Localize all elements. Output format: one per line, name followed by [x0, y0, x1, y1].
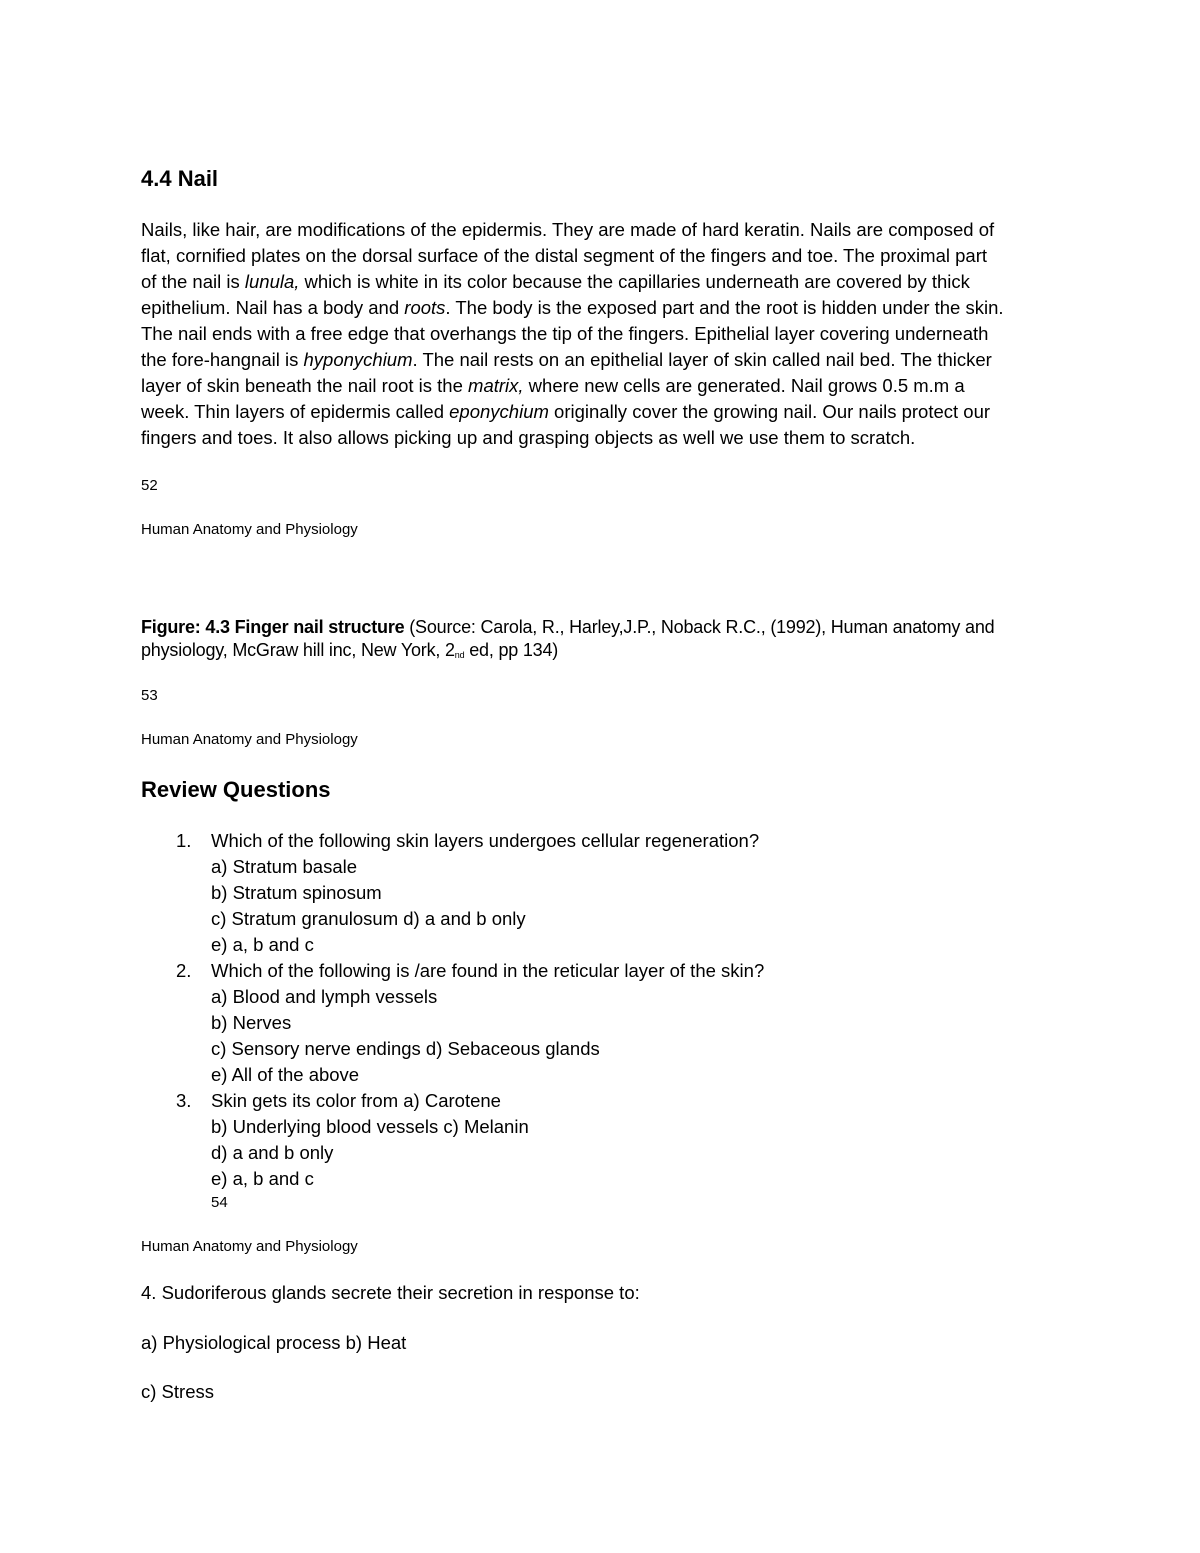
figure-source-line-1: (Source: Carola, R., Harley,J.P., Noback R.C., (1992), Human anatomy and — [404, 617, 995, 637]
question-line: e) a, b and c — [211, 1168, 314, 1189]
nail-paragraph — [141, 217, 1141, 451]
question-line: Which of the following is /are found in the reticular layer of the skin? — [211, 960, 765, 981]
page-number: 52 — [141, 477, 158, 494]
review-title: Review Questions — [141, 777, 331, 802]
question-number: 3. — [176, 1090, 192, 1111]
question-line: e) a, b and c — [211, 934, 314, 955]
question-line: c) Sensory nerve endings d) Sebaceous glands — [211, 1038, 600, 1059]
page-number: 54 — [211, 1194, 228, 1211]
question-line: b) Stratum spinosum — [211, 882, 382, 903]
question-line: a) Stratum basale — [211, 856, 358, 877]
question-line: Which of the following skin layers undergoes cellular regeneration? — [211, 830, 760, 851]
section-title: 4.4 Nail — [141, 166, 219, 191]
running-footer: Human Anatomy and Physiology — [141, 731, 358, 748]
figure-source-line-2-end: ed, pp 134) — [464, 640, 559, 660]
paragraph-line: week. Thin layers of epidermis called eponychium originally cover the growing nail. Our nails protect our — [141, 401, 991, 422]
italic-term: hyponychium — [303, 349, 413, 370]
question-number: 2. — [176, 960, 192, 981]
figure-caption — [141, 616, 1141, 665]
question-line: Skin gets its color from a) Carotene — [211, 1090, 501, 1111]
running-footer: Human Anatomy and Physiology — [141, 1238, 358, 1255]
paragraph-line: epithelium. Nail has a body and roots. The body is the exposed part and the root is hidden under the skin. — [141, 297, 1004, 318]
paragraph-line: layer of skin beneath the nail root is the matrix, where new cells are generated. Nail grows 0.5 m.m a — [141, 375, 965, 396]
question-number: 1. — [176, 830, 192, 851]
italic-term: roots — [404, 297, 446, 318]
question-line: b) Underlying blood vessels c) Melanin — [211, 1116, 529, 1137]
page-number: 53 — [141, 687, 158, 704]
question-line: b) Nerves — [211, 1012, 292, 1033]
paragraph-line: Nails, like hair, are modifications of the epidermis. They are made of hard keratin. Nails are composed of — [141, 219, 995, 240]
question-4-option-ab: a) Physiological process b) Heat — [141, 1332, 407, 1353]
paragraph-line: the fore-hangnail is hyponychium. The nail rests on an epithelial layer of skin called nail bed. The thicker — [141, 349, 992, 370]
question-line: e) All of the above — [211, 1064, 360, 1085]
figure-edition-suffix: nd — [454, 650, 465, 660]
question-list — [0, 828, 1200, 1208]
paragraph-line: The nail ends with a free edge that overhangs the tip of the fingers. Epithelial layer covering underneath — [141, 323, 989, 344]
italic-term: matrix, — [468, 375, 524, 396]
question-4-stem: 4. Sudoriferous glands secrete their secretion in response to: — [141, 1282, 640, 1303]
paragraph-line: fingers and toes. It also allows picking up and grasping objects as well we use them to scratch. — [141, 427, 916, 448]
figure-source-line-2: physiology, McGraw hill inc, New York, 2 — [141, 640, 455, 660]
question-line: d) a and b only — [211, 1142, 334, 1163]
figure-label: Figure: 4.3 Finger nail structure — [141, 617, 405, 637]
running-footer: Human Anatomy and Physiology — [141, 521, 358, 538]
question-line: a) Blood and lymph vessels — [211, 986, 438, 1007]
paragraph-line: of the nail is lunula, which is white in its color because the capillaries underneath are covered by thick — [141, 271, 970, 292]
italic-term: eponychium — [449, 401, 549, 422]
question-line: c) Stratum granulosum d) a and b only — [211, 908, 526, 929]
paragraph-line: flat, cornified plates on the dorsal surface of the distal segment of the fingers and toe. The proximal part — [141, 245, 987, 266]
question-4-option-c: c) Stress — [141, 1381, 214, 1402]
italic-term: lunula, — [244, 271, 300, 292]
